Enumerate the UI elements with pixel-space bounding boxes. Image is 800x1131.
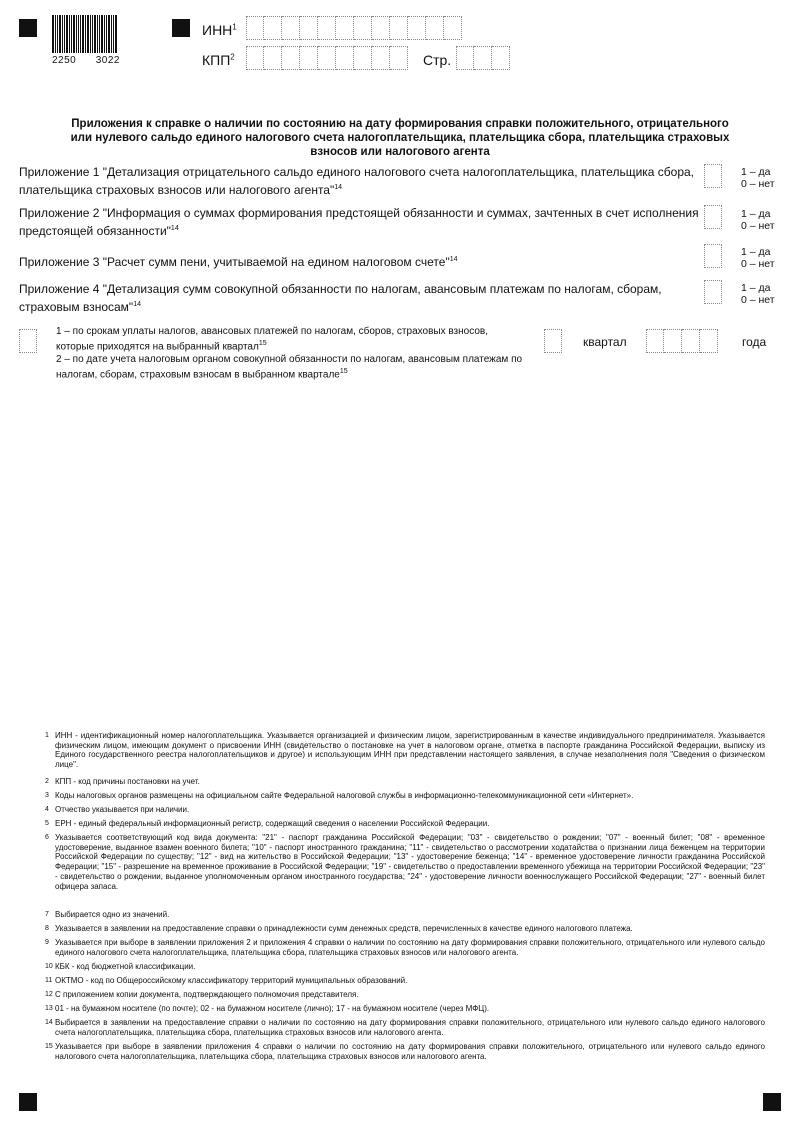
inn-label [202,22,237,38]
footnote-text: Коды налоговых органов размещены на официальном сайте Федеральной налоговой службы в информационно-телекоммуникационной сети «Интернет». [55,791,634,800]
footnote-number: 7 [45,911,49,918]
page-title: Приложения к справке о наличии по состоянию на дату формирования справки положительного, отрицательного или нулевого сальдо единого налогового счета налогоплательщика, плательщика сбора, плательщика страховых взносов или налогового агента [70,118,730,158]
footnote-number: 13 [45,1005,53,1012]
footnote-11 [45,976,765,986]
corner-marker-top-left [19,19,37,37]
barcode-number [52,55,120,66]
footnote-text: Выбирается одно из значений. [55,910,170,919]
kpp-label-text: КПП [202,52,231,68]
quarter-field[interactable] [544,329,562,353]
footnote-12 [45,990,765,1000]
appendix-2-text: Приложение 2 "Информация о суммах формирования предстоящей обязанности и суммах, зачтенных в счет исполнения предстоящей обязанности" [19,206,699,238]
option-1-text: 1 – по срокам уплаты налогов, авансовых платежей по налогам, сборов, страховых взносов, которые приходятся на выбранный квартал [56,326,488,353]
footnote-number: 6 [45,834,49,841]
appendix-1-text: Приложение 1 "Детализация отрицательного сальдо единого налогового счета налогоплательщика, плательщика сбора, плательщика страховых взносов или налогового агента" [19,165,695,197]
appendix-4-checkbox[interactable] [704,280,722,304]
footnote-6 [45,833,765,891]
footnote-number: 1 [45,732,49,739]
footnote-number: 15 [45,1043,53,1050]
quarter-label: квартал [583,335,627,349]
footnote-number: 10 [45,963,53,970]
footnote-8 [45,924,765,934]
footnote-4 [45,805,765,815]
corner-marker-bottom-left [19,1093,37,1111]
option-2-text: 2 – по дате учета налоговым органом совокупной обязанности по налогам, авансовым платежам по налогам, сборам, страховым взносам в выбранном квартале [56,354,523,381]
footnote-5 [45,819,765,829]
option-code-field[interactable] [19,329,37,353]
kpp-footnote-ref: 2 [230,52,235,62]
appendix-1-footnote-ref: 14 [334,184,343,191]
footnote-number: 14 [45,1019,53,1026]
appendix-2-checkbox[interactable] [704,205,722,229]
appendix-4-text: Приложение 4 "Детализация сумм совокупной обязанности по налогам, авансовым платежам по налогам, сборам, страховым взносам" [19,282,662,314]
barcode-number-right: 3022 [95,55,120,66]
footnote-3 [45,791,765,801]
footnote-text: ОКТМО - код по Общероссийскому классификатору территорий муниципальных образований. [55,976,408,985]
footnote-number: 5 [45,820,49,827]
footnote-7 [45,910,765,920]
footnote-text: Выбирается в заявлении на предоставление справки о наличии по состоянию на дату формирования справки положительного, отрицательного или нулевого сальдо единого налогового счета налогоплательщика, плательщика сбора, плательщика страховых взносов или налогового агента. [55,1018,765,1037]
inn-footnote-ref: 1 [232,22,237,32]
appendix-2-yes: 1 – да [741,208,771,220]
corner-marker-bottom-right [763,1093,781,1111]
footnote-text: Указывается при выборе в заявлении приложения 4 справки о наличии по состоянию на дату формирования справки положительного, отрицательного или нулевого сальдо единого налогового счета налогоплательщика, плательщика сбора, плательщика страховых взносов или налогового агента. [55,1042,765,1061]
appendix-2 [19,206,709,239]
footnote-text: ЕРН - единый федеральный информационный регистр, содержащий сведения о населении Российской Федерации. [55,819,490,828]
barcode [52,15,120,53]
appendix-3 [19,252,709,270]
footnote-text: Указывается соответствующий код вида документа: "21" - паспорт гражданина Российской Федерации; "03" - свидетельство о рождении; "07" - военный билет; "08" - временное удостоверение, выданное взамен военного билета; "10" - паспорт иностранного гражданина; "11" - свидетельство о рассмотрении ходатайства о признании лица беженцем на территории Российской Федерации по существу; "12" - вид на жительство в Российской Федерации; "13" - удостоверение беженца; "14" - временное удостоверение личности гражданина Российской Федерации; "15" - разрешение на временное проживание в Российской Федерации; "19" - свидетельство о предоставлении временного убежища на территории Российской Федерации; "23" - свидетельство о рождении, выданное уполномоченным органом иностранного государства; "24" - удостоверение личности военнослужащего Российской Федерации; "27" - военный билет офицера запаса. [55,833,765,891]
appendix-2-no: 0 – нет [741,220,775,232]
appendix-1-no: 0 – нет [741,178,775,190]
footnote-text: КПП - код причины постановки на учет. [55,777,200,786]
footnote-number: 3 [45,792,49,799]
appendix-3-yes: 1 – да [741,246,771,258]
footnote-9 [45,938,765,957]
appendix-2-footnote-ref: 14 [170,225,179,232]
footnote-13 [45,1004,765,1014]
appendix-3-checkbox[interactable] [704,244,722,268]
appendix-1 [19,165,709,198]
footnote-text: КБК - код бюджетной классификации. [55,962,196,971]
footnote-text: Указывается при выборе в заявлении приложения 2 и приложения 4 справки о наличии по состоянию на дату формирования справки положительного, отрицательного или нулевого сальдо единого налогового счета налогоплательщика, плательщика сбора, плательщика страховых взносов или налогового агента. [55,938,765,957]
footnote-10 [45,962,765,972]
footnote-number: 2 [45,778,49,785]
option-2-footnote-ref: 15 [339,368,348,375]
appendix-3-text: Приложение 3 "Расчет сумм пени, учитываемой на едином налоговом счете" [19,255,450,269]
inn-label-text: ИНН [202,22,233,38]
appendix-4 [19,282,709,315]
footnote-text: Указывается в заявлении на предоставление справки о принадлежности сумм денежных средств, перечисленных в качестве единого налогового платежа. [55,924,633,933]
year-field[interactable] [646,329,718,353]
kpp-field[interactable] [246,46,408,70]
appendix-3-no: 0 – нет [741,258,775,270]
inn-field[interactable] [246,16,462,40]
option-1 [56,326,526,353]
appendix-1-checkbox[interactable] [704,164,722,188]
corner-marker-top-mid [172,19,190,37]
footnote-number: 8 [45,925,49,932]
option-1-footnote-ref: 15 [258,340,267,347]
footnote-text: 01 - на бумажном носителе (по почте); 02 - на бумажном носителе (лично); 17 - на бумажном носителе (через МФЦ). [55,1004,490,1013]
footnote-text: ИНН - идентификационный номер налогоплательщика. Указывается организацией и физическим лицом, зарегистрированным в качестве индивидуального предпринимателя. Указывается физическим лицом, имеющим документ о присвоении ИНН (свидетельство о постановке на учет в налоговом органе, отметка в паспорте гражданина Российской Федерации, выписку из Единого государственного реестра налогоплательщиков и другое) и использующим ИНН при представлении настоящего заявления, в случае незаполнения поля "Сведения о физическом лице". [55,731,765,770]
footnote-number: 9 [45,939,49,946]
footnote-number: 12 [45,991,53,998]
appendix-4-no: 0 – нет [741,294,775,306]
footnote-14 [45,1018,765,1037]
option-2 [56,354,526,381]
appendix-4-yes: 1 – да [741,282,771,294]
year-label: года [742,335,767,349]
footnote-2 [45,777,765,787]
kpp-label [202,52,235,68]
footnote-15 [45,1042,765,1061]
footnote-text: Отчество указывается при наличии. [55,805,190,814]
appendix-1-yes: 1 – да [741,166,771,178]
barcode-number-left: 2250 [52,55,77,66]
footnote-number: 11 [45,977,53,984]
appendix-3-footnote-ref: 14 [449,256,458,263]
footnote-1 [45,731,765,770]
footnote-number: 4 [45,806,49,813]
page-number-field[interactable] [456,46,510,70]
appendix-4-footnote-ref: 14 [133,301,141,308]
footnote-text: С приложением копии документа, подтверждающего полномочия представителя. [55,990,359,999]
page-label: Стр. [423,52,452,68]
